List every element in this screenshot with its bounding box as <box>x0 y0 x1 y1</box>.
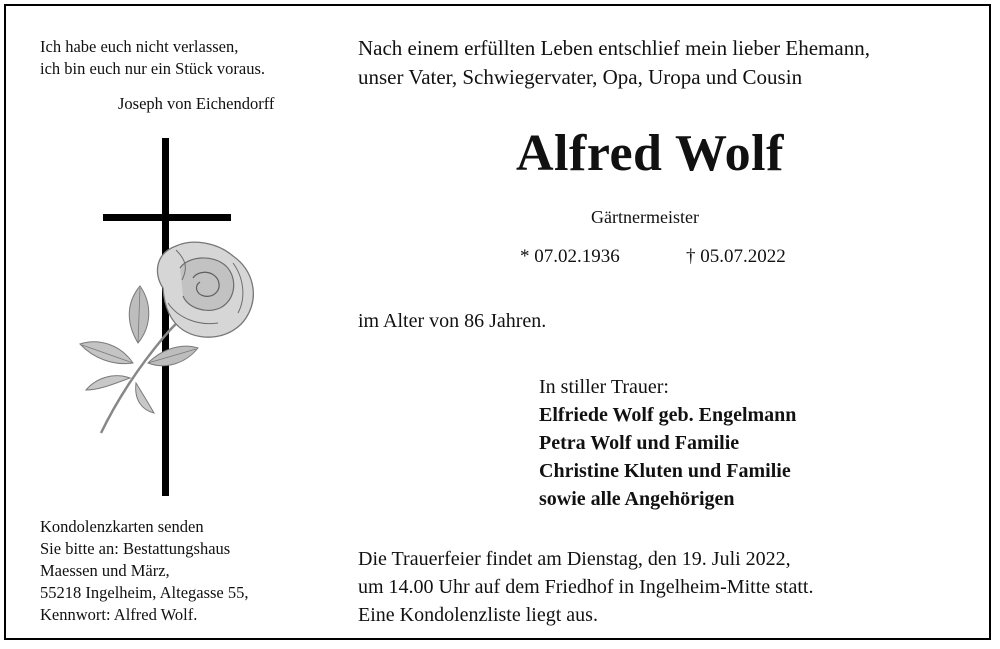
obituary-frame <box>4 4 991 640</box>
condolence-line: Sie bitte an: Bestattungshaus <box>40 539 231 558</box>
condolence-line: Kennwort: Alfred Wolf. <box>40 605 198 624</box>
quote-author: Joseph von Eichendorff <box>118 94 275 113</box>
quote-line: Ich habe euch nicht verlassen, <box>40 37 239 56</box>
intro-line: unser Vater, Schwiegervater, Opa, Uropa und Cousin <box>358 65 803 89</box>
intro-line: Nach einem erfüllten Leben entschlief mein lieber Ehemann, <box>358 36 870 60</box>
deceased-name: Alfred Wolf <box>516 125 784 182</box>
mourner-name: sowie alle Angehörigen <box>539 488 735 510</box>
condolence-line: 55218 Ingelheim, Altegasse 55, <box>40 583 249 602</box>
mourner-name: Christine Kluten und Familie <box>539 460 791 482</box>
mourning-block <box>539 373 796 513</box>
cross-with-rose-icon <box>68 138 268 498</box>
intro-text <box>358 34 870 92</box>
funeral-line: Eine Kondolenzliste liegt aus. <box>358 604 598 626</box>
condolence-line: Kondolenzkarten senden <box>40 517 204 536</box>
death-date: † 05.07.2022 <box>686 246 786 267</box>
birth-date: * 07.02.1936 <box>520 246 620 267</box>
funeral-line: um 14.00 Uhr auf dem Friedhof in Ingelheim-Mitte statt. <box>358 576 814 598</box>
quote-text <box>40 36 265 80</box>
funeral-info <box>358 545 813 629</box>
funeral-line: Die Trauerfeier findet am Dienstag, den 19. Juli 2022, <box>358 548 791 570</box>
condolence-line: Maessen und März, <box>40 561 170 580</box>
rose-icon <box>157 242 253 337</box>
mourner-name: Petra Wolf und Familie <box>539 432 740 454</box>
mourning-heading: In stiller Trauer: <box>539 376 669 398</box>
quote-line: ich bin euch nur ein Stück voraus. <box>40 59 265 78</box>
mourner-name: Elfriede Wolf geb. Engelmann <box>539 404 797 426</box>
condolence-info <box>40 516 249 626</box>
age-text: im Alter von 86 Jahren. <box>358 310 547 332</box>
occupation: Gärtnermeister <box>591 207 699 227</box>
